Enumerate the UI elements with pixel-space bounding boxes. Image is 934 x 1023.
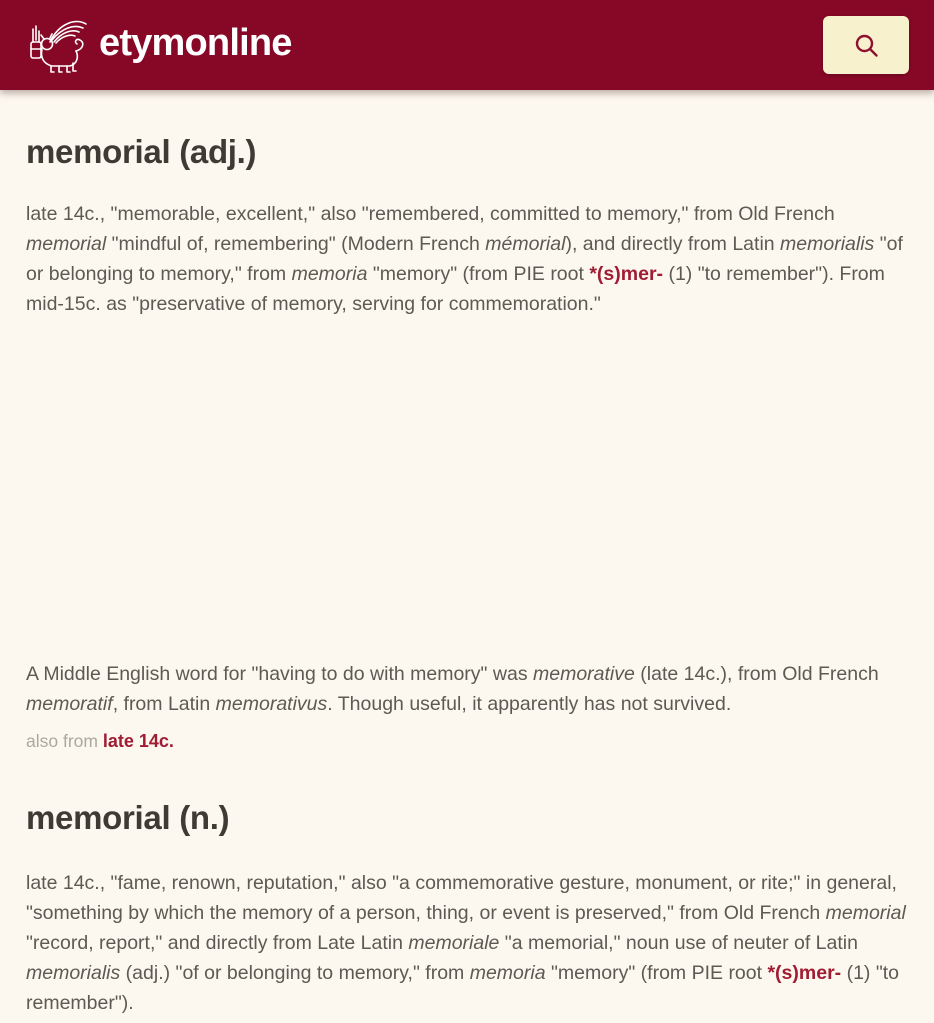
definition-text: (adj.) "of or belonging to memory," from	[120, 961, 470, 984]
search-button[interactable]	[823, 16, 909, 74]
foreign-term: memorial	[26, 233, 107, 256]
etymology-root-link[interactable]: *(s)mer-	[767, 961, 842, 984]
definition-text: (1) "to remember").	[26, 961, 900, 1014]
foreign-term: mémorial	[485, 233, 566, 256]
foreign-term: memoria	[291, 263, 368, 286]
definition-text: "mindful of, remembering" (Modern French	[106, 233, 486, 256]
foreign-term: memorative	[532, 663, 635, 686]
definition-text: ), and directly from Latin	[565, 233, 781, 256]
etymology-root-link[interactable]: *(s)mer-	[589, 263, 664, 286]
foreign-term: memoria	[469, 961, 546, 984]
definition-text: "record, report," and directly from Late Latin	[26, 931, 409, 954]
entry-memorial-adj	[26, 134, 908, 754]
entry-headword: memorial (adj.)	[26, 133, 257, 170]
definition-text: late 14c., "memorable, excellent," also "remembered, committed to memory," from Old French	[26, 203, 835, 226]
definition-text: "a memorial," noun use of neuter of Latin	[499, 931, 858, 954]
definition-text: . Though useful, it apparently has not survived.	[327, 693, 732, 716]
definition-text: "memory" (from PIE root	[367, 263, 590, 286]
also-from-label: also from	[26, 731, 98, 752]
foreign-term: memorativus	[215, 693, 328, 716]
entry-memorial-noun	[26, 800, 908, 1017]
foreign-term: memoratif	[26, 693, 113, 716]
dictionary-content	[0, 134, 934, 1018]
definition-text: , from Latin	[112, 693, 216, 716]
definition-text: "memory" (from PIE root	[545, 961, 768, 984]
brand-link[interactable]	[26, 16, 292, 74]
foreign-term: memorial	[825, 901, 906, 924]
definition-text: (late 14c.), from Old French	[634, 663, 879, 686]
definition-paragraph	[26, 868, 908, 1018]
ad-placeholder-empty	[26, 319, 908, 659]
also-from-line	[26, 728, 908, 754]
definition-text: late 14c., "fame, renown, reputation," also "a commemorative gesture, monument, or rite;" in general, "something by which the memory of a person, thing, or event is preserved," from Old French	[26, 871, 897, 924]
definition-paragraph	[26, 199, 908, 319]
foreign-term: memorialis	[26, 961, 121, 984]
foreign-term: memorialis	[780, 233, 875, 256]
definition-text: (1) "to remember"). From mid-15c. as "preservative of memory, serving for commemoration."	[26, 263, 885, 316]
brand-name: etymonline	[99, 22, 292, 64]
entry-headword: memorial (n.)	[26, 799, 230, 837]
definition-paragraph	[26, 659, 908, 719]
also-from-date-link[interactable]: late 14c.	[102, 731, 174, 752]
foreign-term: memoriale	[408, 931, 500, 954]
definition-text: "of or belonging to memory," from	[26, 233, 903, 286]
definition-text: A Middle English word for "having to do with memory" was	[26, 663, 533, 686]
search-icon	[853, 32, 880, 59]
winged-lion-logo-icon	[26, 16, 90, 74]
site-header	[0, 0, 934, 90]
